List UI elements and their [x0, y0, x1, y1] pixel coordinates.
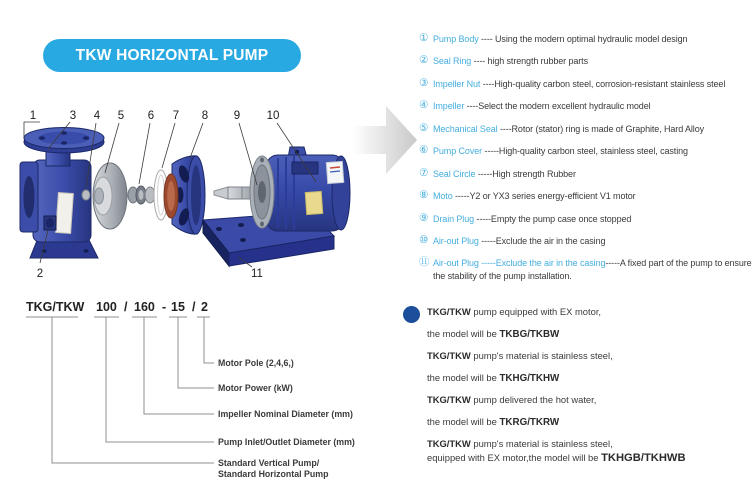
callout-5: 5: [117, 110, 125, 122]
part-text: [433, 55, 588, 67]
pump-exploded-diagram: [0, 100, 420, 292]
callout-2: 2: [36, 268, 44, 280]
part-number-badge: ③: [419, 76, 429, 89]
condition-text: pump equipped with EX motor,: [470, 306, 602, 317]
model-prefix-text: the model will be: [427, 327, 500, 339]
model-prefix-text: equipped with EX motor,the model will be: [427, 452, 602, 463]
motor: [250, 147, 350, 231]
part-number-badge: ⑤: [419, 121, 429, 134]
part-description: -----High-quality carbon steel, stainless steel, casting: [482, 146, 688, 157]
part-description: -----Exclude the air in the casing: [478, 235, 606, 246]
part-name: Impeller: [433, 101, 465, 112]
variant-note: [427, 438, 756, 464]
callout-8: 8: [201, 110, 209, 122]
impeller: [93, 163, 127, 229]
part-text: [433, 190, 636, 202]
model-code: [26, 300, 208, 314]
variant-condition-line: [427, 350, 756, 361]
part-name: Impeller Nut: [433, 78, 481, 89]
part-number-badge: ⑪: [419, 256, 430, 269]
part-description: ---- Using the modern optimal hydraulic model design: [478, 34, 688, 44]
part-name: Pump Body: [433, 34, 479, 44]
callout-1: 1: [29, 110, 37, 122]
mechanical-seal: [128, 186, 155, 204]
variant-notes: [400, 303, 756, 464]
callout-9: 9: [233, 110, 241, 122]
variant-condition-line: [427, 438, 756, 449]
model-prefix-text: the model will be: [427, 371, 500, 383]
part-name: Mechanical Seal: [433, 123, 498, 134]
part-list-item: [419, 168, 756, 180]
part-description: -----Y2 or YX3 series energy-efficient V1 motor: [452, 191, 636, 202]
part-list-item: [419, 33, 756, 45]
right-arrow-icon: [352, 106, 417, 174]
part-description: ----Rotor (stator) ring is made of Graphite, Hard Alloy: [497, 123, 705, 134]
variant-model-code: TKRG/TKRW: [499, 416, 560, 428]
part-name: Moto: [433, 191, 453, 202]
variant-model-code: TKHGB/TKHWB: [601, 452, 686, 464]
variant-model-line: [427, 452, 756, 464]
variant-condition-line: [427, 394, 756, 405]
pump-cover: [164, 156, 205, 234]
part-list-item: [419, 123, 756, 135]
part-list-item: [419, 55, 756, 67]
part-number-badge: ①: [419, 32, 429, 44]
callout-10: 10: [266, 110, 280, 122]
part-number-badge: ②: [419, 54, 429, 67]
variant-model-line: [427, 416, 756, 428]
model-label-impeller: Impeller Nominal Diameter (mm): [218, 409, 353, 419]
part-number-badge: ④: [419, 99, 429, 112]
callout-6: 6: [147, 110, 155, 122]
variant-notes-section: [400, 303, 756, 467]
model-prefix-text: the model will be: [427, 415, 500, 427]
part-number-badge: ⑥: [419, 144, 429, 157]
part-name: Drain Plug: [433, 213, 475, 224]
pump-body: [20, 128, 104, 259]
part-name: Air-out Plug: [433, 235, 479, 246]
part-text: [433, 78, 725, 90]
part-list-item: [419, 100, 756, 112]
part-text: [433, 123, 704, 135]
model-connector-lines: [26, 317, 214, 463]
part-description: ----High-quality carbon steel, corrosion-resistant stainless steel: [480, 78, 726, 89]
variant-model-line: [427, 328, 756, 340]
condition-text: pump's material is stainless steel,: [470, 350, 613, 361]
part-description: ---- high strength rubber parts: [471, 56, 588, 67]
callout-7: 7: [172, 110, 180, 122]
part-description: -----Empty the pump case once stopped: [474, 213, 632, 224]
model-token-series: TKG/TKW: [26, 300, 85, 314]
model-token-inlet: 100: [96, 300, 117, 314]
part-text: [433, 145, 688, 157]
model-token-impeller: 160: [134, 300, 155, 314]
part-text: [433, 257, 756, 281]
callout-4: 4: [93, 110, 101, 122]
part-text: [433, 33, 687, 45]
condition-text: pump delivered the hot water,: [470, 394, 597, 405]
model-token-slash1: /: [124, 300, 128, 314]
variant-model-line: [427, 372, 756, 384]
bullet-circle-icon: [403, 306, 420, 323]
variant-model-code: TKBG/TKBW: [499, 328, 560, 340]
model-label-series-2: Standard Horizontal Pump: [218, 469, 329, 479]
title-banner: [43, 39, 301, 72]
variant-note: [427, 306, 756, 340]
part-name: Seal Ring: [433, 56, 472, 67]
model-token-dash: -: [162, 300, 167, 314]
part-number-badge: ⑦: [419, 166, 429, 179]
model-token-power: 15: [171, 300, 185, 314]
part-list-item: [419, 235, 756, 247]
part-name: Seal Circle: [433, 168, 476, 179]
brand-text: TKG/TKW: [427, 350, 471, 361]
brand-text: TKG/TKW: [427, 438, 471, 449]
part-description: -----High strength Rubber: [475, 168, 576, 179]
part-list-item: [419, 78, 756, 90]
variant-model-code: TKHG/TKHW: [499, 372, 560, 384]
model-token-slash2: /: [192, 300, 196, 314]
model-labels: [218, 358, 355, 479]
brand-text: TKG/TKW: [427, 394, 471, 405]
part-text: [433, 235, 605, 247]
page-title: TKW HORIZONTAL PUMP: [75, 46, 269, 64]
model-code-diagram: [20, 297, 380, 495]
part-description: -----A fixed part of the pump to ensure the stability of the pump installation.: [433, 258, 752, 281]
part-list-item: [419, 145, 756, 157]
model-label-power: Motor Power (kW): [218, 383, 293, 393]
part-text: [433, 100, 651, 112]
part-text: [433, 213, 631, 225]
callout-3: 3: [69, 110, 77, 122]
variant-note: [427, 394, 756, 428]
model-token-pole: 2: [201, 300, 208, 314]
part-number-badge: ⑨: [419, 211, 429, 224]
parts-list: [419, 33, 756, 292]
part-list-item: [419, 190, 756, 202]
brand-text: TKG/TKW: [427, 306, 471, 317]
part-number-badge: ⑩: [419, 233, 429, 246]
part-text: [433, 168, 576, 180]
model-label-pole: Motor Pole (2,4,6,): [218, 358, 294, 368]
model-label-series-1: Standard Vertical Pump/: [218, 458, 320, 468]
part-number-badge: ⑧: [419, 189, 429, 202]
model-label-inlet: Pump Inlet/Outlet Diameter (mm): [218, 437, 355, 447]
part-name: Pump Cover: [433, 146, 483, 157]
part-name: Air-out Plug -----Exclude the air in the casing: [433, 258, 606, 269]
part-list-item: [419, 257, 756, 281]
variant-condition-line: [427, 306, 756, 317]
impeller-nut: [82, 190, 90, 200]
part-description: ----Select the modern excellent hydraulic model: [464, 101, 651, 112]
callout-11: 11: [251, 268, 263, 280]
condition-text: pump's material is stainless steel,: [470, 438, 613, 449]
variant-note: [427, 350, 756, 384]
part-list-item: [419, 213, 756, 225]
